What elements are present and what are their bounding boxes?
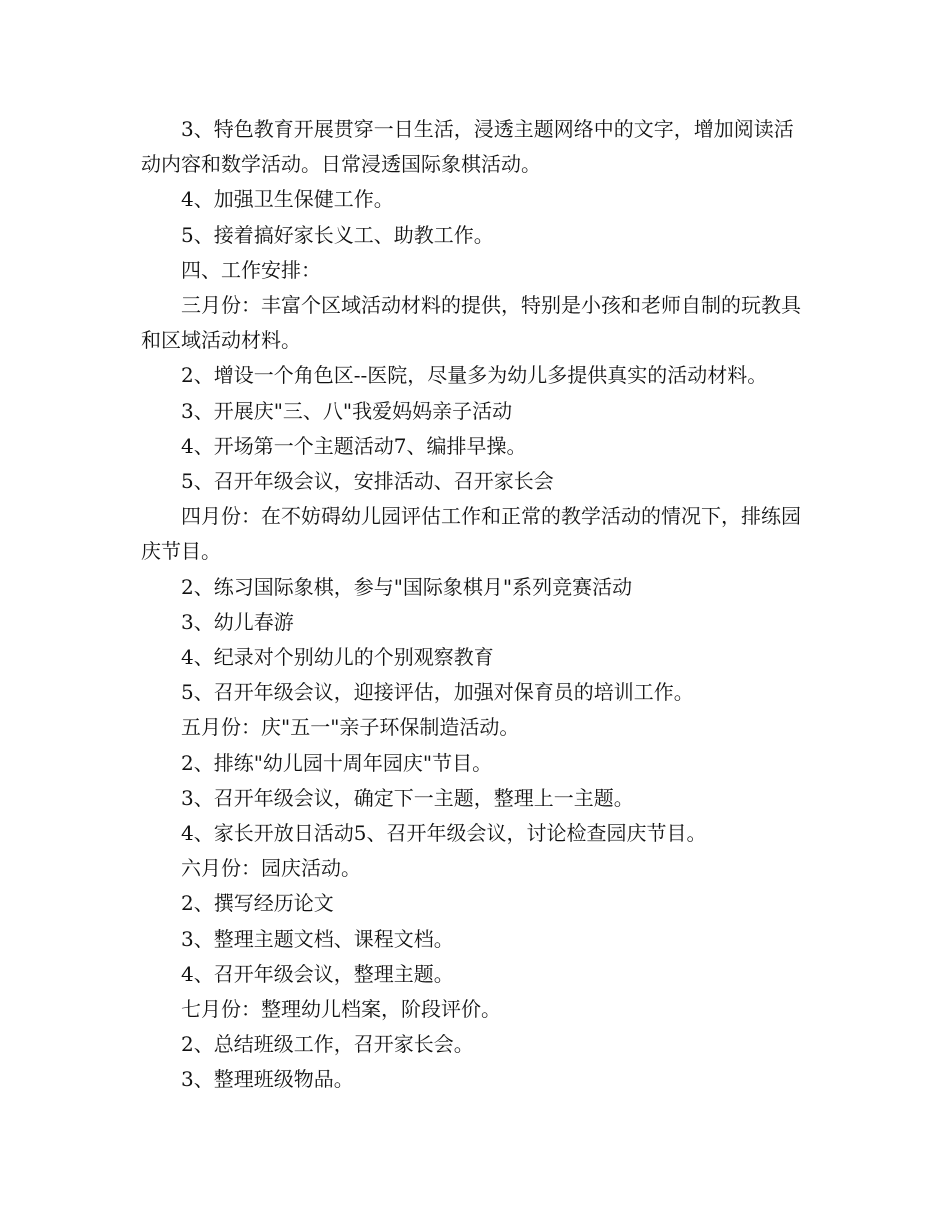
paragraph: 四月份：在不妨碍幼儿园评估工作和正常的教学活动的情况下，排练园庆节目。: [141, 504, 801, 564]
paragraph: 5、召开年级会议，安排活动、召开家长会: [181, 469, 554, 494]
paragraph: 3、特色教育开展贯穿一日生活，浸透主题网络中的文字，增加阅读活动内容和数学活动。日常浸透国际象棋活动。: [141, 117, 794, 177]
paragraph: 4、家长开放日活动5、召开年级会议，讨论检查园庆节目。: [181, 821, 707, 846]
section-heading: 四、工作安排：: [181, 257, 321, 282]
document-page: [141, 112, 813, 1098]
paragraph: 七月份：整理幼儿档案，阶段评价。: [181, 997, 501, 1022]
paragraph: 3、开展庆"三、八"我爱妈妈亲子活动: [181, 398, 513, 423]
paragraph: 2、总结班级工作，召开家长会。: [181, 1032, 474, 1057]
paragraph: 4、召开年级会议，整理主题。: [181, 961, 454, 986]
paragraph: 2、撰写经历论文: [181, 891, 334, 916]
paragraph: 2、练习国际象棋，参与"国际象棋月"系列竞赛活动: [181, 574, 633, 599]
paragraph: 5、接着搞好家长义工、助教工作。: [181, 222, 494, 247]
paragraph: 4、开场第一个主题活动7、编排早操。: [181, 433, 527, 458]
paragraph: 五月份：庆"五一"亲子环保制造活动。: [181, 715, 520, 740]
paragraph: 2、排练"幼儿园十周年园庆"节目。: [181, 750, 493, 775]
paragraph: 3、召开年级会议，确定下一主题，整理上一主题。: [181, 785, 634, 810]
paragraph: 3、幼儿春游: [181, 609, 294, 634]
paragraph: 六月份：园庆活动。: [181, 856, 361, 881]
paragraph: 三月份：丰富个区域活动材料的提供，特别是小孩和老师自制的玩教具和区域活动材料。: [141, 293, 801, 353]
paragraph: 2、增设一个角色区--医院，尽量多为幼儿多提供真实的活动材料。: [181, 363, 768, 388]
paragraph: 4、加强卫生保健工作。: [181, 187, 394, 212]
paragraph: 4、纪录对个别幼儿的个别观察教育: [181, 645, 494, 670]
paragraph: 3、整理班级物品。: [181, 1067, 354, 1092]
paragraph: 5、召开年级会议，迎接评估，加强对保育员的培训工作。: [181, 680, 694, 705]
paragraph: 3、整理主题文档、课程文档。: [181, 926, 454, 951]
